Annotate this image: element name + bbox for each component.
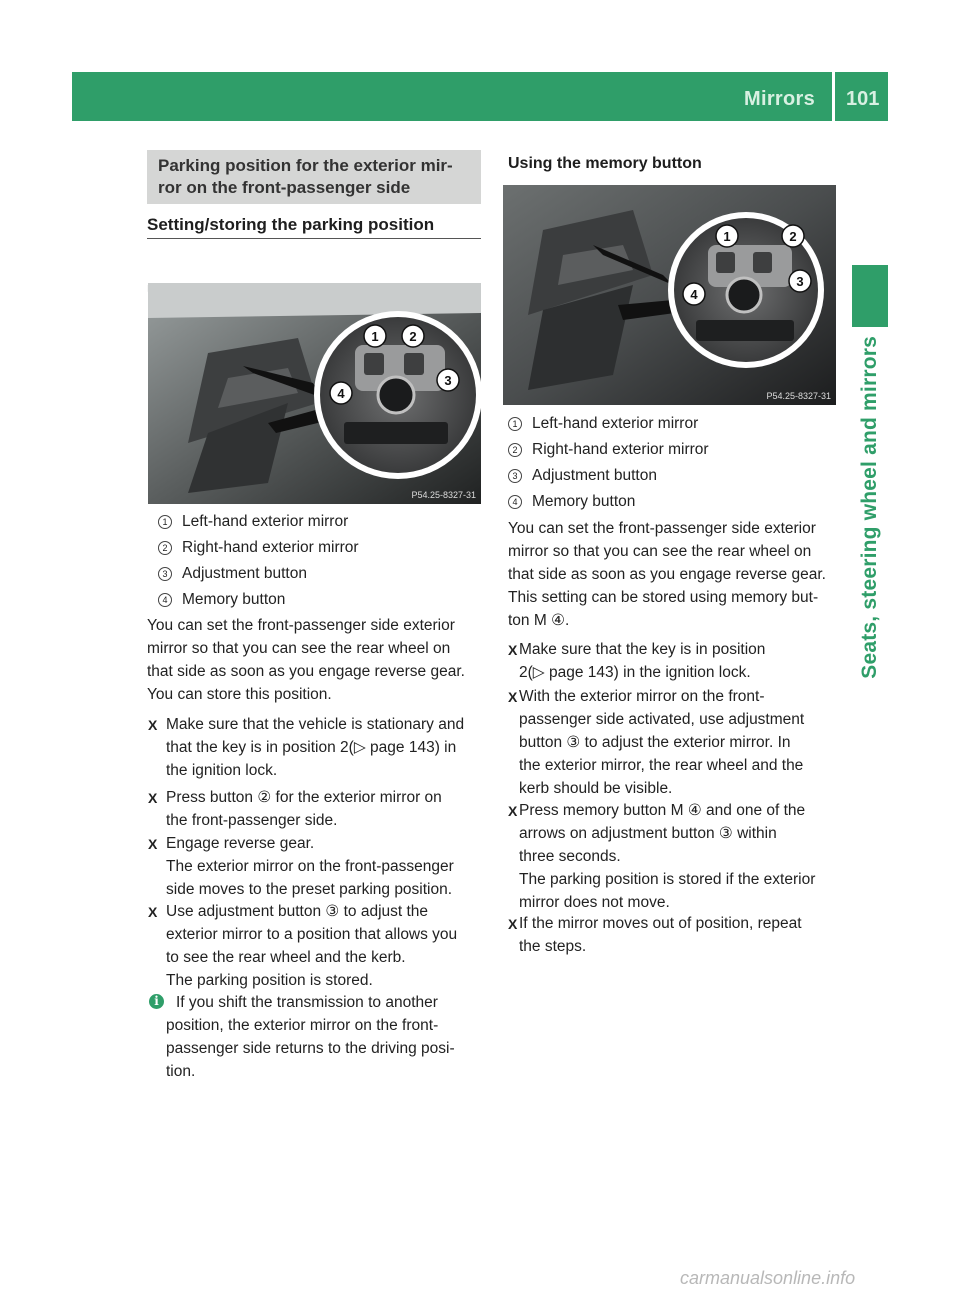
heading-rule [147, 238, 481, 239]
using-memory-button-heading: Using the memory button [508, 155, 702, 172]
legend-item: 3 Adjustment button [158, 565, 307, 583]
step-marker: X [508, 803, 518, 819]
legend-item: 1 Left-hand exterior mirror [508, 415, 698, 433]
step-marker: X [148, 717, 158, 733]
svg-text:2: 2 [789, 229, 797, 244]
step: If the mirror moves out of position, repeat the steps. [519, 915, 802, 955]
legend-item: 2 Right-hand exterior mirror [158, 539, 359, 557]
step: With the exterior mirror on the front- passenger side activated, use adjustment button ③ to adjust the exterior mirror. In the exterior mirror, the rear wheel and the kerb should be visible. [519, 688, 805, 797]
svg-text:2: 2 [409, 329, 417, 344]
step-marker: X [148, 790, 158, 806]
section-heading: Parking position for the exterior mir- ror on the front-passenger side [158, 156, 453, 197]
info-icon: i [149, 994, 164, 1009]
svg-text:3: 3 [444, 373, 452, 388]
step-marker: X [148, 904, 158, 920]
mirror-switch-photo-left [148, 283, 481, 504]
header-separator [832, 72, 835, 121]
svg-text:4: 4 [690, 287, 698, 302]
svg-text:4: 4 [337, 386, 345, 401]
svg-text:3: 3 [796, 274, 804, 289]
step: Engage reverse gear. The exterior mirror on the front-passenger side moves to the preset parking position. [166, 835, 454, 898]
step-marker: X [148, 836, 158, 852]
step-marker: X [508, 642, 518, 658]
step: Make sure that the vehicle is stationary and that the key is in position 2(▷ page 143) in the ignition lock. [166, 716, 465, 779]
legend-item: 4 Memory button [508, 493, 635, 511]
svg-text:1: 1 [371, 329, 379, 344]
step: Use adjustment button ③ to adjust the exterior mirror to a position that allows you to see the rear wheel and the kerb. The parking position is stored. [166, 903, 458, 989]
step-marker: X [508, 916, 518, 932]
legend-item: 4 Memory button [158, 591, 285, 609]
paragraph: You can set the front-passenger side exterior mirror so that you can see the rear wheel on that side as soon as you engage reverse gear. You can store this position. [147, 617, 465, 703]
watermark: carmanualsonline.info [680, 1268, 856, 1288]
header-title: Mirrors [744, 88, 816, 110]
svg-text:P54.25-8327-31: P54.25-8327-31 [766, 391, 831, 401]
sub-heading: Setting/storing the parking position [147, 215, 435, 234]
page-number: 101 [846, 88, 880, 110]
step: Press memory button M ④ and one of the arrows on adjustment button ③ within three seconds. The parking position is stored if the exterior mirror does not move. [519, 802, 816, 911]
svg-text:1: 1 [723, 229, 731, 244]
legend-item: 1 Left-hand exterior mirror [158, 513, 348, 531]
step: Press button ② for the exterior mirror on the front-passenger side. [166, 789, 442, 829]
svg-text:P54.25-8327-31: P54.25-8327-31 [411, 490, 476, 500]
step: Make sure that the key is in position 2(▷ page 143) in the ignition lock. [519, 641, 766, 681]
legend-item: 2 Right-hand exterior mirror [508, 441, 709, 459]
paragraph: You can set the front-passenger side exterior mirror so that you can see the rear wheel on that side as soon as you engage reverse gear. This setting can be stored using memory but- ton M ④. [508, 520, 826, 629]
side-chapter-label: Seats, steering wheel and mirrors [858, 336, 881, 679]
side-tab-marker [852, 265, 888, 327]
info-note: If you shift the transmission to another position, the exterior mirror on the front- passenger side returns to the driving posi- tion. [166, 994, 455, 1080]
legend-item: 3 Adjustment button [508, 467, 657, 485]
step-marker: X [508, 689, 518, 705]
mirror-switch-photo-right [503, 185, 836, 405]
